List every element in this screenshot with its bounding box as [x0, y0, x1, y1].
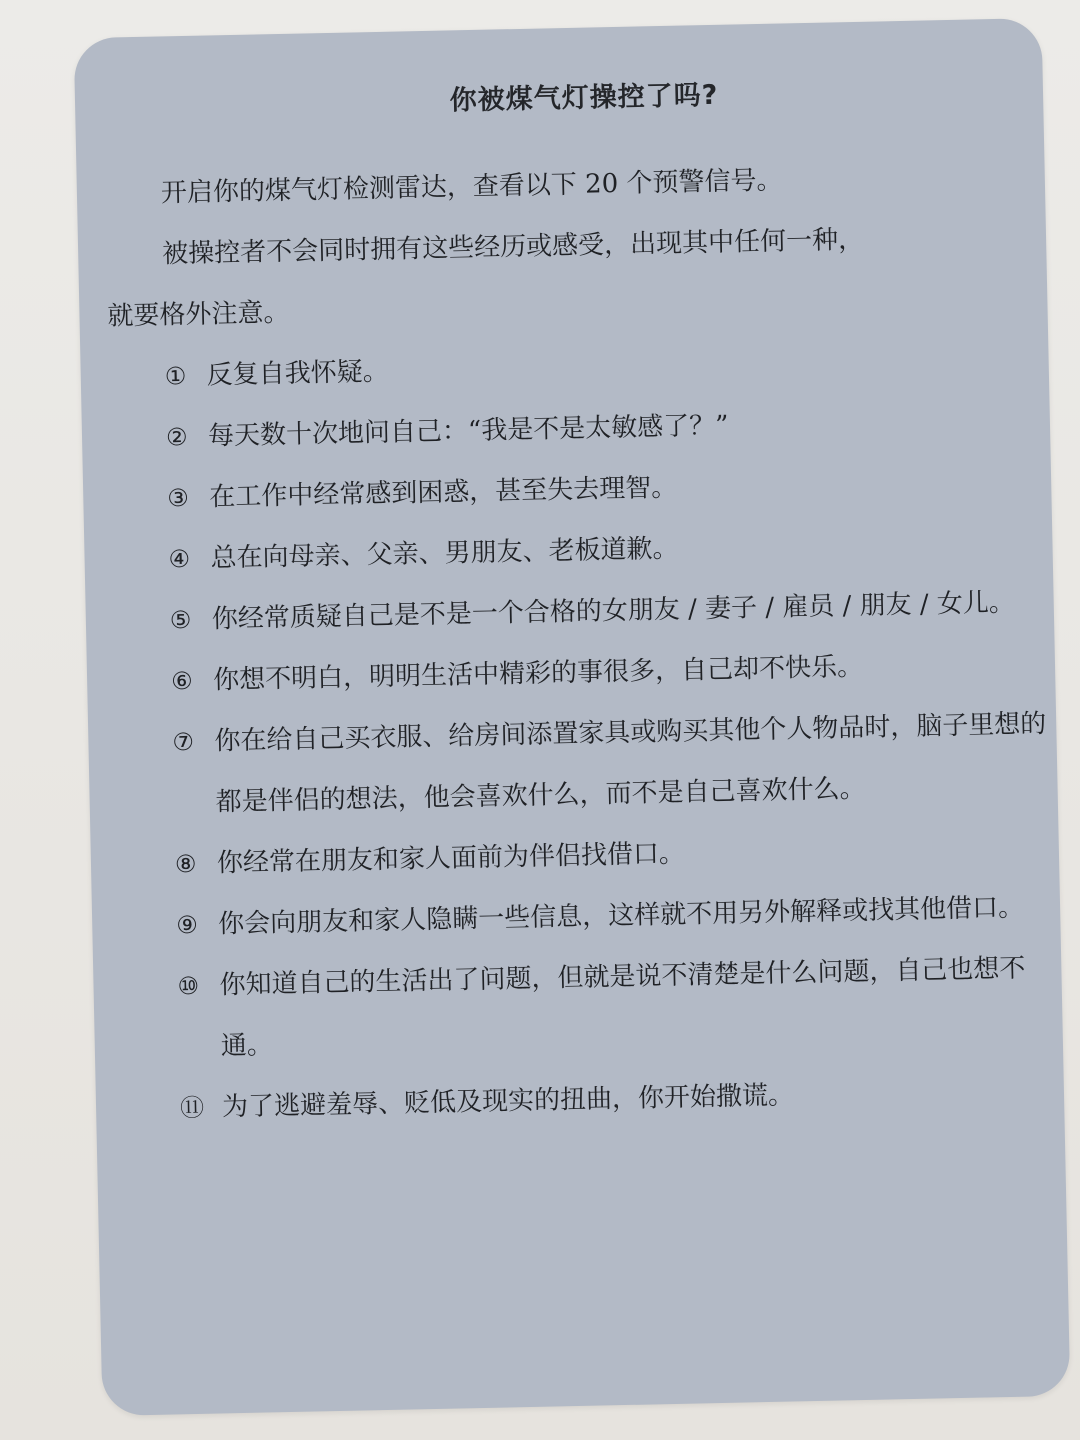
intro-paragraph-2-line-1: 被操控者不会同时拥有这些经历或感受，出现其中任何一种，	[161, 224, 865, 270]
item-number: ⑤	[169, 605, 192, 635]
item-text: 你在给自己买衣服、给房间添置家具或购买其他个人物品时，脑子里想的都是伴侣的想法，他会喜欢什么，而不是自己喜欢什么。	[214, 709, 1047, 818]
item-number: ⑥	[170, 666, 193, 696]
item-text: 为了逃避羞辱、贬低及现实的扭曲，你开始撒谎。	[221, 1080, 795, 1123]
item-text: 总在向母亲、父亲、男朋友、老板道歉。	[210, 533, 679, 574]
item-text: 你想不明白，明明生活中精彩的事很多，自己却不快乐。	[212, 651, 864, 696]
item-number: ⑦	[172, 727, 195, 757]
intro-paragraph-2	[107, 206, 1054, 347]
item-text: 你知道自己的生活出了问题，但就是说不清楚是什么问题，自己也想不通。	[219, 953, 1026, 1062]
item-number: ③	[167, 483, 190, 513]
list-item	[177, 938, 1069, 1079]
item-number: ⑪	[179, 1093, 205, 1123]
item-number: ⑩	[177, 971, 200, 1001]
item-number: ④	[168, 544, 191, 574]
item-text: 你会向朋友和家人隐瞒一些信息，这样就不用另外解释或找其他借口。	[217, 892, 1025, 940]
item-number: ①	[164, 362, 187, 391]
item-number: ⑨	[175, 910, 199, 940]
card-content	[107, 66, 1071, 1139]
page-title: 你被煤气灯操控了吗?	[449, 79, 719, 117]
item-text: 在工作中经常感到困惑，甚至失去理智。	[209, 472, 678, 513]
list-item	[172, 694, 1064, 835]
intro-paragraph-1: 开启你的煤气灯检测雷达，查看以下 20 个预警信号。	[160, 165, 783, 209]
item-text: 反复自我怀疑。	[206, 356, 390, 391]
item-number: ②	[165, 422, 188, 452]
item-text: 每天数十次地问自己：“我是不是太敏感了？”	[207, 410, 729, 452]
intro-paragraph-2-line-2: 就要格外注意。	[107, 297, 290, 332]
item-text: 你经常在朋友和家人面前为伴侣找借口。	[216, 838, 686, 879]
item-number: ⑧	[174, 849, 197, 879]
content-card	[74, 18, 1071, 1416]
item-text: 你经常质疑自己是不是一个合格的女朋友 / 妻子 / 雇员 / 朋友 / 女儿。	[211, 587, 1016, 635]
warning-signs-list	[164, 328, 1070, 1139]
